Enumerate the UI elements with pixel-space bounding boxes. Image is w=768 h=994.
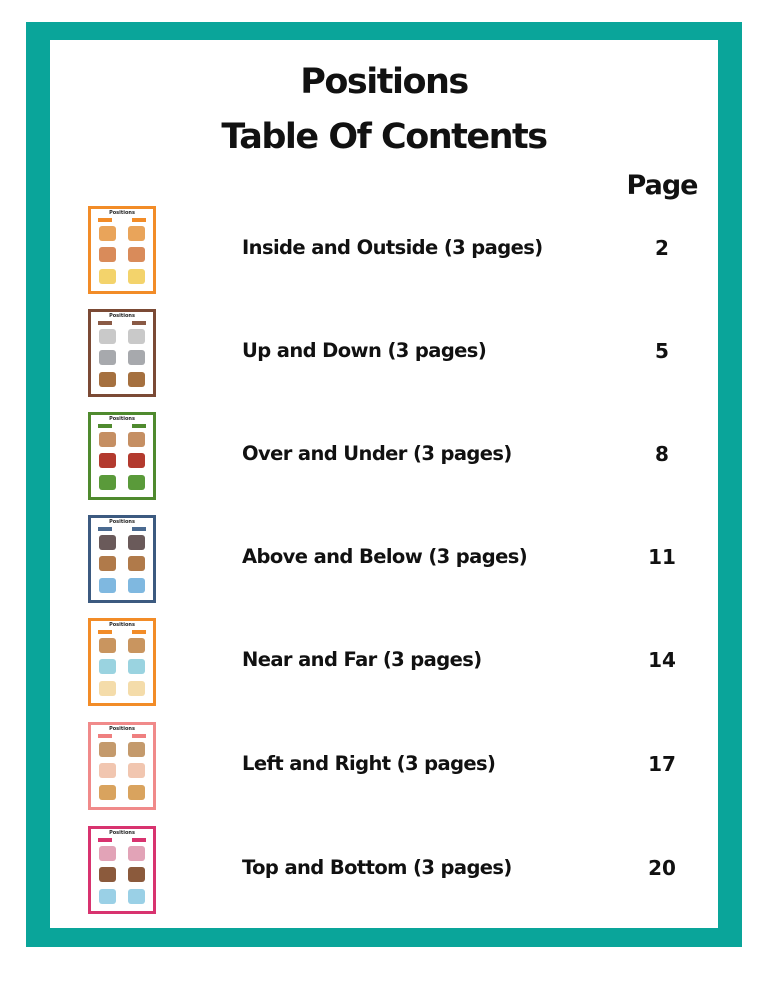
thumbnail-illustration <box>99 226 116 241</box>
toc-entry-page-number: 20 <box>648 856 676 880</box>
thumbnail-illustration <box>128 846 145 861</box>
thumbnail-tag <box>98 321 112 325</box>
thumbnail-tag <box>98 527 112 531</box>
thumbnail-illustration <box>128 432 145 447</box>
toc-entry-label: Left and Right (3 pages) <box>242 752 496 775</box>
page-title: Positions <box>300 62 468 102</box>
page-column-header: Page <box>626 170 698 201</box>
worksheet-thumbnail <box>88 309 156 397</box>
worksheet-thumbnail <box>88 412 156 500</box>
thumbnail-illustration <box>128 742 145 757</box>
thumbnail-illustration <box>128 867 145 882</box>
thumbnail-tag <box>132 734 146 738</box>
thumbnail-illustration <box>128 329 145 344</box>
thumbnail-illustration <box>99 659 116 674</box>
toc-entry[interactable] <box>0 412 768 506</box>
thumbnail-illustration <box>128 350 145 365</box>
toc-entry-page-number: 14 <box>648 648 676 672</box>
toc-entry-page-number: 8 <box>655 442 669 466</box>
thumbnail-illustration <box>99 638 116 653</box>
thumbnail-tag <box>132 838 146 842</box>
thumbnail-illustration <box>128 226 145 241</box>
thumbnail-illustration <box>99 372 116 387</box>
toc-entry-page-number: 5 <box>655 339 669 363</box>
toc-entry[interactable] <box>0 515 768 609</box>
thumbnail-illustration <box>99 453 116 468</box>
thumbnail-illustration <box>128 269 145 284</box>
toc-entry-label: Top and Bottom (3 pages) <box>242 856 512 879</box>
thumbnail-illustration <box>99 535 116 550</box>
toc-entry-page-number: 17 <box>648 752 676 776</box>
thumbnail-illustration <box>128 475 145 490</box>
thumbnail-illustration <box>99 785 116 800</box>
toc-entry[interactable] <box>0 309 768 403</box>
thumbnail-illustration <box>99 329 116 344</box>
worksheet-thumbnail <box>88 206 156 294</box>
thumbnail-title: Positions <box>109 210 135 216</box>
thumbnail-illustration <box>99 247 116 262</box>
thumbnail-illustration <box>128 763 145 778</box>
thumbnail-title: Positions <box>109 313 135 319</box>
toc-entry[interactable] <box>0 826 768 920</box>
thumbnail-illustration <box>128 535 145 550</box>
worksheet-thumbnail <box>88 826 156 914</box>
thumbnail-illustration <box>99 846 116 861</box>
toc-entry[interactable] <box>0 722 768 816</box>
thumbnail-illustration <box>99 889 116 904</box>
thumbnail-tag <box>98 630 112 634</box>
thumbnail-tag <box>98 218 112 222</box>
thumbnail-title: Positions <box>109 622 135 628</box>
worksheet-thumbnail <box>88 618 156 706</box>
worksheet-thumbnail <box>88 722 156 810</box>
worksheet-thumbnail <box>88 515 156 603</box>
toc-entry[interactable] <box>0 206 768 300</box>
thumbnail-illustration <box>99 432 116 447</box>
thumbnail-illustration <box>128 247 145 262</box>
toc-entry-label: Over and Under (3 pages) <box>242 442 512 465</box>
thumbnail-illustration <box>99 475 116 490</box>
toc-entry-page-number: 11 <box>648 545 676 569</box>
toc-entry-label: Inside and Outside (3 pages) <box>242 236 543 259</box>
toc-entry-label: Near and Far (3 pages) <box>242 648 482 671</box>
thumbnail-illustration <box>128 889 145 904</box>
toc-entry-label: Above and Below (3 pages) <box>242 545 528 568</box>
thumbnail-illustration <box>99 681 116 696</box>
thumbnail-illustration <box>128 681 145 696</box>
thumbnail-tag <box>132 424 146 428</box>
thumbnail-illustration <box>99 350 116 365</box>
thumbnail-title: Positions <box>109 830 135 836</box>
thumbnail-illustration <box>99 578 116 593</box>
thumbnail-tag <box>132 218 146 222</box>
thumbnail-illustration <box>99 269 116 284</box>
thumbnail-tag <box>98 424 112 428</box>
thumbnail-illustration <box>99 742 116 757</box>
thumbnail-illustration <box>99 763 116 778</box>
thumbnail-illustration <box>128 556 145 571</box>
thumbnail-illustration <box>99 556 116 571</box>
toc-entry-page-number: 2 <box>655 236 669 260</box>
thumbnail-tag <box>132 630 146 634</box>
thumbnail-illustration <box>128 453 145 468</box>
thumbnail-tag <box>98 734 112 738</box>
thumbnail-illustration <box>128 638 145 653</box>
thumbnail-illustration <box>128 659 145 674</box>
thumbnail-title: Positions <box>109 519 135 525</box>
page-subtitle: Table Of Contents <box>221 117 547 157</box>
thumbnail-title: Positions <box>109 726 135 732</box>
thumbnail-tag <box>132 527 146 531</box>
thumbnail-illustration <box>128 785 145 800</box>
thumbnail-tag <box>98 838 112 842</box>
thumbnail-illustration <box>99 867 116 882</box>
toc-entry-label: Up and Down (3 pages) <box>242 339 487 362</box>
toc-entry[interactable] <box>0 618 768 712</box>
thumbnail-illustration <box>128 372 145 387</box>
thumbnail-tag <box>132 321 146 325</box>
thumbnail-illustration <box>128 578 145 593</box>
thumbnail-title: Positions <box>109 416 135 422</box>
